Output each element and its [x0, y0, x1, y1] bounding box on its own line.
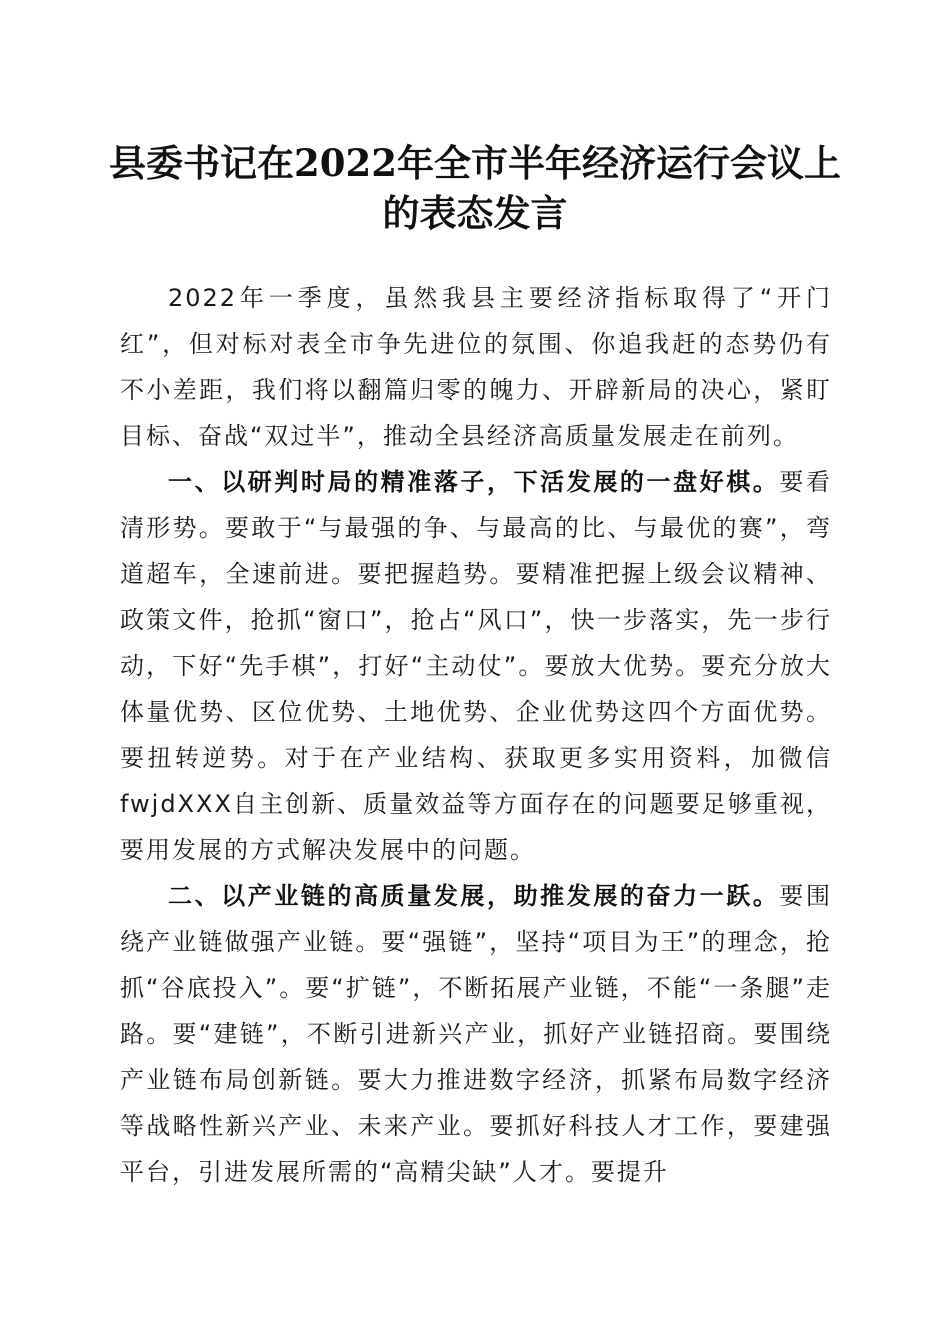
paragraph-intro [120, 275, 832, 459]
title-line-2: 的表态发言 [382, 191, 568, 235]
document-body [120, 275, 832, 1195]
document-title [100, 138, 850, 238]
paragraph-section-1 [120, 459, 832, 873]
paragraph-text: 2022年一季度，虽然我县主要经济指标取得了“开门红”，但对标对表全市争先进位的氛围、你追我赶的态势仍有不小差距，我们将以翻篇归零的魄力、开辟新局的决心，紧盯目标、奋战“双过半”，推动全县经济高质量发展走在前列。 [120, 284, 832, 450]
paragraph-text: 要围绕产业链做强产业链。要“强链”，坚持“项目为王”的理念，抢抓“谷底投入”。要“扩链”，不断拓展产业链，不能“一条腿”走路。要“建链”，不断引进新兴产业，抓好产业链招商。要围绕产业链布局创新链。要大力推进数字经济，抓紧布局数字经济等战略性新兴产业、未来产业。要抓好科技人才工作，要建强平台，引进发展所需的“高精尖缺”人才。要提升 [120, 882, 833, 1186]
paragraph-text: 要看清形势。要敢于“与最强的争、与最高的比、与最优的赛”，弯道超车，全速前进。要把握趋势。要精准把握上级会议精神、政策文件，抢抓“窗口”，抢占“风口”，快一步落实，先一步行动，下好“先手棋”，打好“主动仗”。要放大优势。要充分放大体量优势、区位优势、土地优势、企业优势这四个方面优势。要扭转逆势。对于在产业结构、获取更多实用资料，加微信fwjdXXX自主创新、质量效益等方面存在的问题要足够重视，要用发展的方式解决发展中的问题。 [120, 468, 833, 864]
paragraph-section-2 [120, 873, 832, 1195]
title-line-1: 县委书记在2022年全市半年经济运行会议上 [109, 141, 841, 185]
section-heading: 二、以产业链的高质量发展，助推发展的奋力一跃。 [168, 882, 780, 910]
section-heading: 一、以研判时局的精准落子，下活发展的一盘好棋。 [168, 468, 780, 496]
